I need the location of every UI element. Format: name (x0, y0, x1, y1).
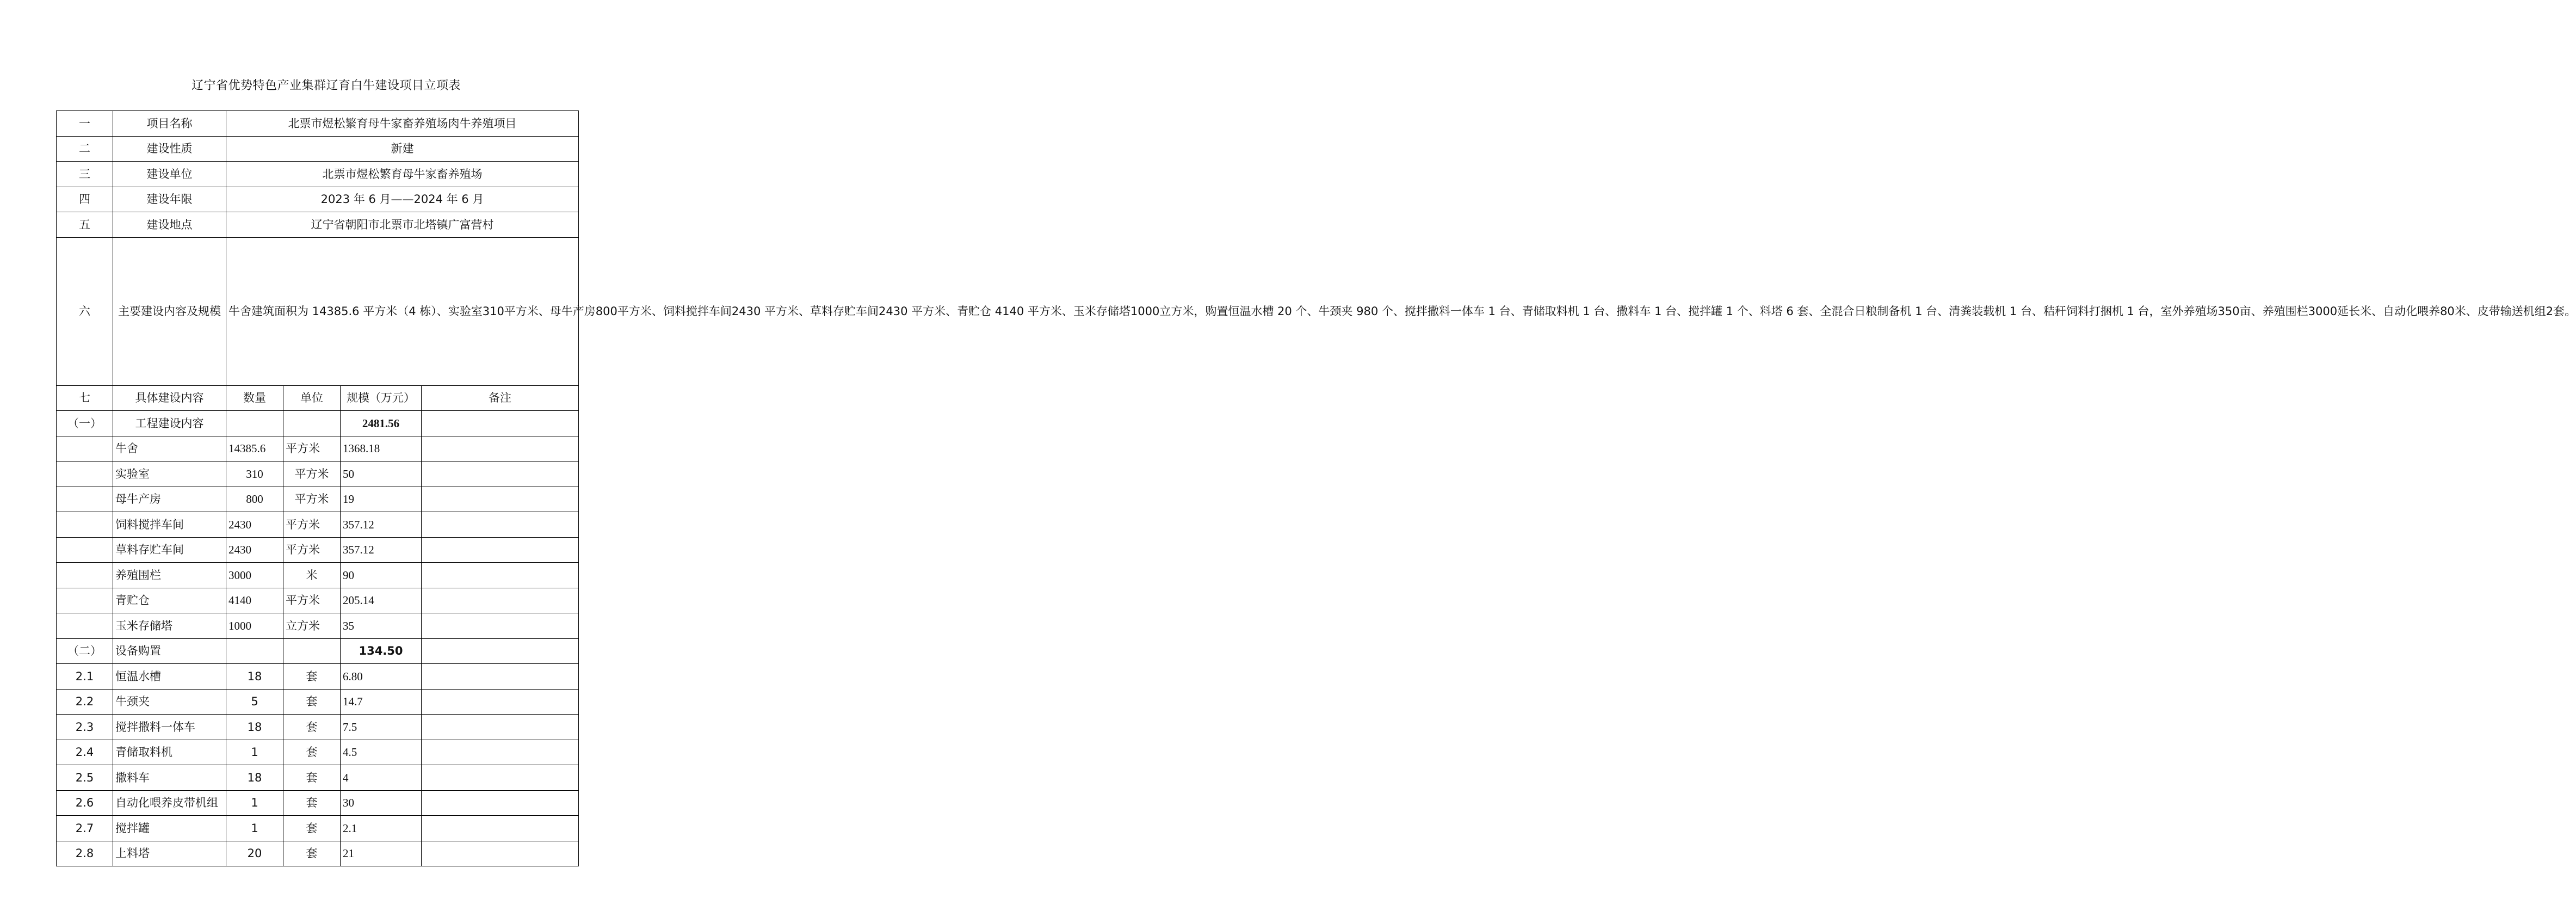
table-row (57, 816, 579, 841)
info-row-location (57, 212, 579, 238)
item-qty: 310 (226, 462, 283, 487)
item-qty: 5 (226, 689, 283, 715)
info-row-nature (57, 136, 579, 162)
section-engineering (57, 411, 579, 639)
item-remark (422, 816, 579, 841)
item-unit: 平方米 (283, 537, 341, 563)
item-unit: 套 (283, 740, 341, 765)
item-number (57, 563, 113, 588)
section-number: （二） (57, 638, 113, 664)
item-number (57, 613, 113, 639)
table-row (57, 740, 579, 765)
header-number: 七 (57, 385, 113, 411)
item-name: 母牛产房 (113, 487, 226, 512)
item-remark (422, 537, 579, 563)
row-label: 建设单位 (113, 162, 226, 187)
table-row (57, 765, 579, 791)
item-unit: 套 (283, 664, 341, 690)
detail-header-section (57, 385, 579, 411)
row-number: 二 (57, 136, 113, 162)
document-title: 辽宁省优势特色产业集群辽育白牛建设项目立项表 (191, 79, 461, 93)
item-unit: 立方米 (283, 613, 341, 639)
item-unit: 套 (283, 841, 341, 866)
item-scale: 35 (341, 613, 422, 639)
item-number: 2.6 (57, 790, 113, 816)
table-row (57, 790, 579, 816)
header-scale: 规模（万元） (341, 385, 422, 411)
row-number: 一 (57, 111, 113, 137)
table-row (57, 664, 579, 690)
item-qty: 1 (226, 740, 283, 765)
item-qty: 2430 (226, 537, 283, 563)
item-qty: 3000 (226, 563, 283, 588)
section-qty (226, 411, 283, 436)
item-qty: 18 (226, 765, 283, 791)
item-remark (422, 715, 579, 740)
item-unit: 套 (283, 816, 341, 841)
table-row (57, 613, 579, 639)
table-row (57, 462, 579, 487)
item-name: 上料塔 (113, 841, 226, 866)
item-qty: 14385.6 (226, 436, 283, 462)
item-scale: 14.7 (341, 689, 422, 715)
item-remark (422, 462, 579, 487)
item-name: 玉米存储塔 (113, 613, 226, 639)
item-scale: 2.1 (341, 816, 422, 841)
item-name: 饲料搅拌车间 (113, 512, 226, 538)
detail-header-row (57, 385, 579, 411)
section-unit (283, 411, 341, 436)
item-remark (422, 841, 579, 866)
item-number (57, 588, 113, 613)
item-scale: 4.5 (341, 740, 422, 765)
item-number (57, 537, 113, 563)
item-scale: 357.12 (341, 512, 422, 538)
item-remark (422, 436, 579, 462)
item-remark (422, 487, 579, 512)
item-unit: 平方米 (283, 512, 341, 538)
table-row (57, 436, 579, 462)
item-name: 青储取料机 (113, 740, 226, 765)
table-row (57, 588, 579, 613)
item-number (57, 462, 113, 487)
table-row (57, 841, 579, 866)
item-scale: 90 (341, 563, 422, 588)
item-remark (422, 664, 579, 690)
item-name: 养殖围栏 (113, 563, 226, 588)
item-scale: 357.12 (341, 537, 422, 563)
item-scale: 30 (341, 790, 422, 816)
item-qty: 4140 (226, 588, 283, 613)
table-row (57, 487, 579, 512)
item-unit: 套 (283, 790, 341, 816)
item-qty: 1 (226, 790, 283, 816)
row-value: 新建 (226, 136, 579, 162)
item-remark (422, 588, 579, 613)
row-value: 2023 年 6 月——2024 年 6 月 (226, 187, 579, 212)
item-number: 2.1 (57, 664, 113, 690)
item-name: 自动化喂养皮带机组 (113, 790, 226, 816)
item-remark (422, 613, 579, 639)
item-remark (422, 689, 579, 715)
item-name: 草料存贮车间 (113, 537, 226, 563)
row-number: 五 (57, 212, 113, 238)
item-remark (422, 740, 579, 765)
item-number (57, 436, 113, 462)
row-label: 项目名称 (113, 111, 226, 137)
item-name: 牛舍 (113, 436, 226, 462)
item-number: 2.3 (57, 715, 113, 740)
info-section (57, 111, 2576, 386)
item-name: 恒温水槽 (113, 664, 226, 690)
section-remark (422, 411, 579, 436)
item-scale: 7.5 (341, 715, 422, 740)
item-scale: 19 (341, 487, 422, 512)
item-scale: 6.80 (341, 664, 422, 690)
section-unit (283, 638, 341, 664)
info-row-unit (57, 162, 579, 187)
row-number: 六 (57, 237, 113, 385)
section-name: 工程建设内容 (113, 411, 226, 436)
item-name: 青贮仓 (113, 588, 226, 613)
info-row-project-name (57, 111, 579, 137)
item-unit: 平方米 (283, 462, 341, 487)
section-equipment (57, 638, 579, 866)
section-qty (226, 638, 283, 664)
section-engineering-header (57, 411, 579, 436)
info-row-period (57, 187, 579, 212)
item-remark (422, 765, 579, 791)
row-number: 四 (57, 187, 113, 212)
section-total: 134.50 (341, 638, 422, 664)
row-label: 建设年限 (113, 187, 226, 212)
section-name: 设备购置 (113, 638, 226, 664)
project-table (56, 110, 2576, 866)
item-qty: 18 (226, 715, 283, 740)
header-qty: 数量 (226, 385, 283, 411)
row-value: 北票市煜松繁育母牛家畜养殖场肉牛养殖项目 (226, 111, 579, 137)
item-name: 搅拌罐 (113, 816, 226, 841)
row-label: 主要建设内容及规模 (113, 237, 226, 385)
section-number: （一） (57, 411, 113, 436)
table-row (57, 563, 579, 588)
item-number (57, 512, 113, 538)
header-content: 具体建设内容 (113, 385, 226, 411)
table-row (57, 715, 579, 740)
item-number (57, 487, 113, 512)
item-qty: 20 (226, 841, 283, 866)
item-name: 牛颈夹 (113, 689, 226, 715)
row-label: 建设性质 (113, 136, 226, 162)
table-row (57, 689, 579, 715)
item-name: 实验室 (113, 462, 226, 487)
section-equipment-header (57, 638, 579, 664)
item-scale: 205.14 (341, 588, 422, 613)
main-scope-text: 牛舍建筑面积为 14385.6 平方米（4 栋）、实验室310平方米、母牛产房800平方米、饲料搅拌车间2430 平方米、草料存贮车间2430 平方米、青贮仓 4140 平方米、玉米存储塔1000立方米，购置恒温水槽 20 个、牛颈夹 980 个、搅拌撒料一体车 1 台、青储取料机 1 台、撒料车 1 台、搅拌罐 1 个、料塔 6 套、全混合日粮制备机 1 台、清粪装载机 1 台、秸秆饲料打捆机 1 台，室外养殖场350亩、养殖围栏3000延长米、自动化喂养80米、皮带输送机组2套。 (226, 237, 579, 385)
item-scale: 4 (341, 765, 422, 791)
item-unit: 平方米 (283, 487, 341, 512)
item-name: 搅拌撒料一体车 (113, 715, 226, 740)
row-label: 建设地点 (113, 212, 226, 238)
row-value: 辽宁省朝阳市北票市北塔镇广富营村 (226, 212, 579, 238)
item-qty: 18 (226, 664, 283, 690)
item-qty: 800 (226, 487, 283, 512)
item-unit: 套 (283, 765, 341, 791)
item-qty: 2430 (226, 512, 283, 538)
item-scale: 21 (341, 841, 422, 866)
item-number: 2.5 (57, 765, 113, 791)
item-remark (422, 512, 579, 538)
section-total: 2481.56 (341, 411, 422, 436)
item-qty: 1000 (226, 613, 283, 639)
header-unit: 单位 (283, 385, 341, 411)
item-remark (422, 563, 579, 588)
item-scale: 50 (341, 462, 422, 487)
item-name: 撒料车 (113, 765, 226, 791)
table-row (57, 512, 579, 538)
item-unit: 平方米 (283, 588, 341, 613)
item-number: 2.8 (57, 841, 113, 866)
section-remark (422, 638, 579, 664)
header-remark: 备注 (422, 385, 579, 411)
main-scope-row (57, 237, 579, 385)
item-unit: 套 (283, 689, 341, 715)
item-unit: 米 (283, 563, 341, 588)
item-unit: 套 (283, 715, 341, 740)
item-unit: 平方米 (283, 436, 341, 462)
item-qty: 1 (226, 816, 283, 841)
row-value: 北票市煜松繁育母牛家畜养殖场 (226, 162, 579, 187)
table-row (57, 537, 579, 563)
item-number: 2.7 (57, 816, 113, 841)
item-number: 2.4 (57, 740, 113, 765)
row-number: 三 (57, 162, 113, 187)
item-scale: 1368.18 (341, 436, 422, 462)
item-remark (422, 790, 579, 816)
item-number: 2.2 (57, 689, 113, 715)
